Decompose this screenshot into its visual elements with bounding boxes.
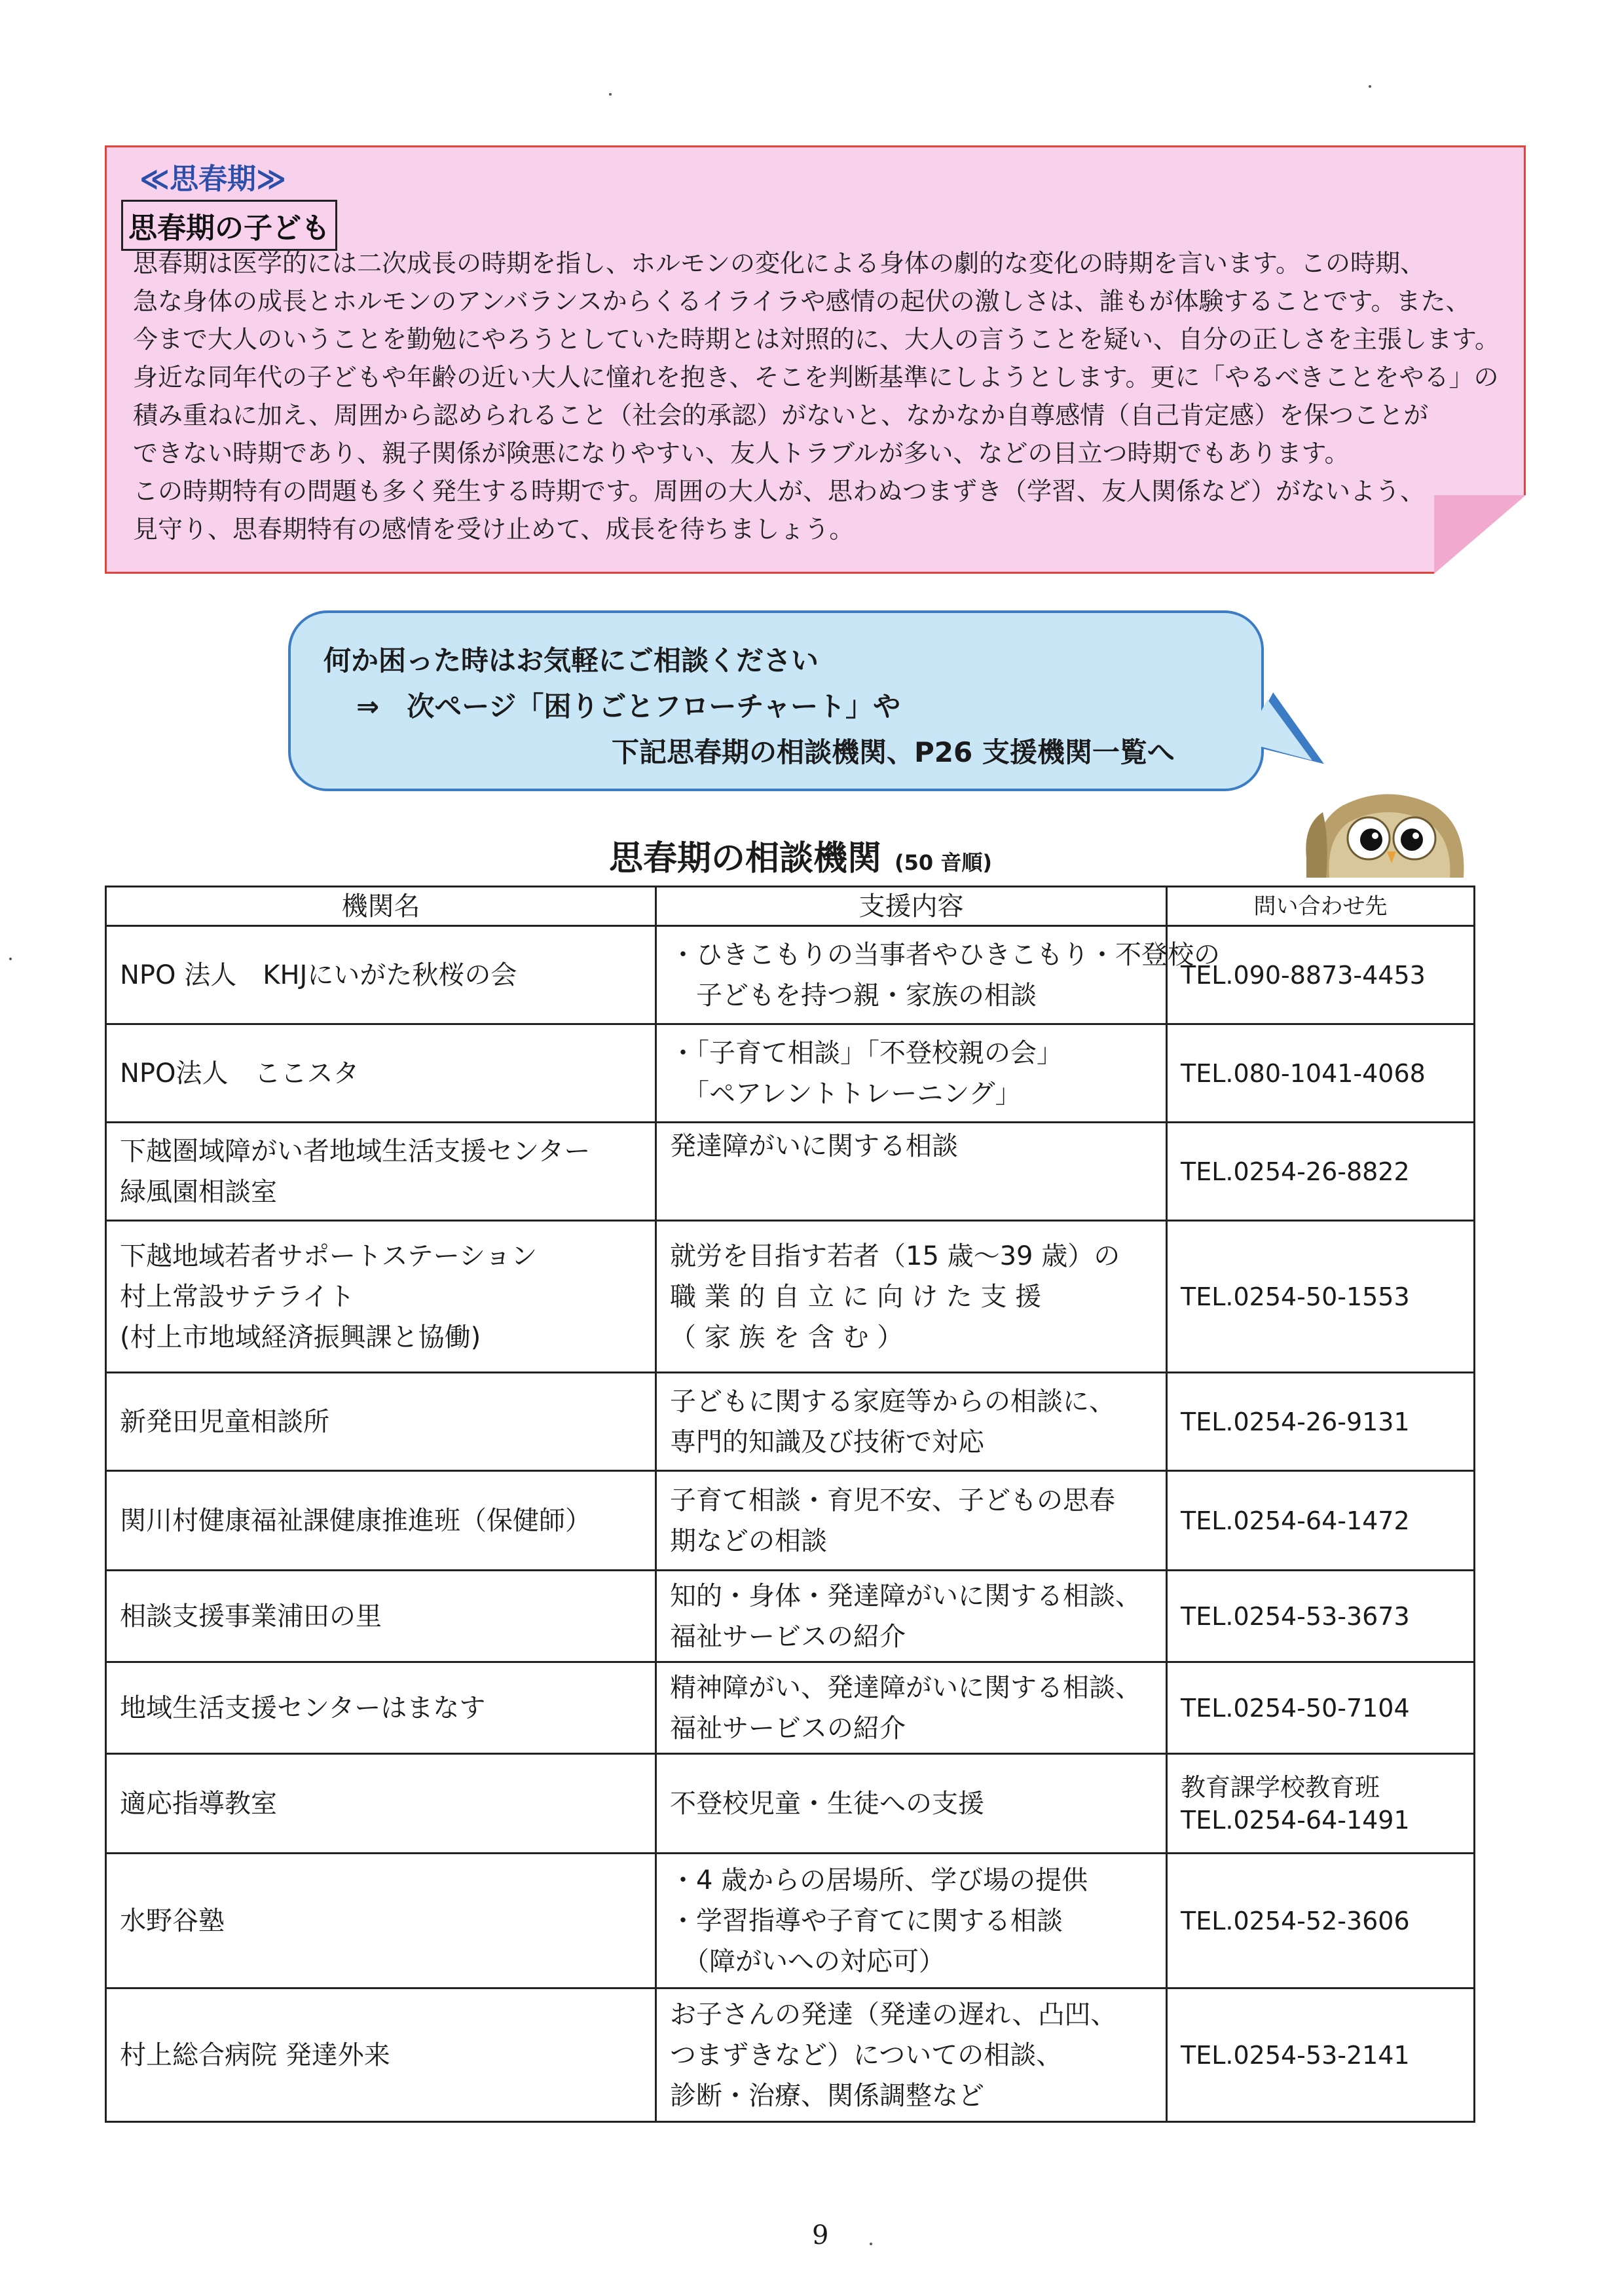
table-title-text: 思春期の相談機関 (609, 839, 882, 878)
agency-support (656, 1373, 1167, 1471)
support-line: つまずきなど）についての相談、 (670, 2040, 1063, 2070)
support-line: ・「子育て相談」「不登校親の会」 (670, 1037, 1063, 1068)
support-line: （障がいへの対応可） (670, 1946, 945, 1977)
agency-support (656, 926, 1220, 1024)
section-subheading: 思春期の子ども (121, 200, 337, 251)
support-line: 子どもに関する家庭等からの相談に、 (670, 1386, 1115, 1417)
table-row (106, 1024, 1475, 1123)
agency-table (105, 886, 1475, 2123)
agency-name-line: 緑風園相談室 (120, 1176, 277, 1207)
agency-contact (1167, 1123, 1475, 1221)
bubble-line-2: ⇒ 次ページ「困りごとフローチャート」や (356, 690, 901, 722)
contact-line: TEL.0254-64-1472 (1181, 1506, 1410, 1535)
agency-contact (1167, 1988, 1475, 2122)
scan-speck (9, 958, 12, 960)
agency-support (656, 1988, 1167, 2122)
agency-name (106, 1754, 656, 1854)
agency-name-line: 新発田児童相談所 (120, 1406, 329, 1437)
bubble-line-1: 何か困った時はお気軽にご相談ください (323, 644, 819, 677)
support-line: 福祉サービスの紹介 (670, 1621, 906, 1652)
contact-line: TEL.0254-50-7104 (1181, 1693, 1410, 1723)
paragraph-line: 見守り、思春期特有の感情を受け止めて、成長を待ちましょう。 (133, 515, 855, 544)
table-row (106, 1754, 1475, 1854)
agency-name (106, 1024, 656, 1123)
agency-name (106, 1471, 656, 1571)
agency-contact (1167, 1571, 1475, 1662)
paragraph-line: この時期特有の問題も多く発生する時期です。周囲の大人が、思わぬつまずき（学習、友人関係など）がないよう、 (133, 477, 1425, 506)
paragraph-line: 急な身体の成長とホルモンのアンバランスからくるイライラや感情の起伏の激しさは、誰もが体験することです。また、 (133, 287, 1471, 316)
agency-name-line: NPO法人 ここスタ (120, 1058, 360, 1089)
adolescence-section (105, 145, 1526, 574)
support-line: 職 業 的 自 立 に 向 け た 支 援 (670, 1281, 1042, 1312)
contact-line: TEL.0254-26-9131 (1181, 1407, 1410, 1436)
contact-line: TEL.0254-53-2141 (1181, 2040, 1410, 2070)
agency-contact (1167, 1754, 1475, 1854)
agency-support (656, 1854, 1167, 1988)
table-row (106, 1854, 1475, 1988)
support-line: 診断・治療、関係調整など (670, 2080, 984, 2111)
table-row (106, 1373, 1475, 1471)
agency-name (106, 926, 656, 1024)
header-support: 支援内容 (656, 887, 1167, 926)
agency-support (656, 1024, 1167, 1123)
support-line: 福祉サービスの紹介 (670, 1713, 906, 1744)
agency-name (106, 1571, 656, 1662)
scan-speck (1369, 85, 1371, 88)
contact-line: TEL.0254-50-1553 (1181, 1282, 1410, 1311)
paragraph-line: できない時期であり、親子関係が険悪になりやすい、友人トラブルが多い、などの目立つ時期でもあります。 (133, 439, 1350, 468)
table-header-row (106, 887, 1475, 926)
contact-line: TEL.0254-53-3673 (1181, 1601, 1410, 1631)
consult-bubble (288, 610, 1264, 791)
support-line: 「ペアレントトレーニング」 (670, 1078, 1022, 1109)
header-contact: 問い合わせ先 (1167, 887, 1475, 926)
agency-support (656, 1571, 1167, 1662)
support-line: 精神障がい、発達障がいに関する相談、 (670, 1672, 1141, 1703)
agency-contact (1167, 1221, 1475, 1373)
agency-support (656, 1123, 1167, 1221)
table-row (106, 1571, 1475, 1662)
table-row (106, 1123, 1475, 1221)
owl-icon (1303, 786, 1473, 878)
table-row (106, 926, 1475, 1024)
agency-name-line: 村上総合病院 発達外来 (120, 2040, 390, 2070)
contact-line: 教育課学校教育班 (1181, 1772, 1380, 1802)
scan-speck (609, 93, 612, 96)
table-title (609, 830, 992, 880)
scan-speck (870, 2243, 872, 2245)
support-line: 不登校児童・生徒への支援 (670, 1788, 984, 1819)
contact-line: TEL.0254-64-1491 (1181, 1805, 1410, 1835)
page-fold-corner (1434, 495, 1526, 574)
agency-name (106, 1373, 656, 1471)
support-line: 就労を目指す若者（15 歳～39 歳）の (670, 1241, 1120, 1271)
agency-contact (1167, 1662, 1475, 1754)
contact-line: TEL.090-8873-4453 (1181, 960, 1426, 990)
support-line: （ 家 族 を 含 む ） (670, 1322, 904, 1353)
agency-name-line: 水野谷塾 (120, 1905, 225, 1936)
agency-name (106, 1988, 656, 2122)
support-line: 発達障がいに関する相談 (670, 1131, 958, 1161)
paragraph-line: 思春期は医学的には二次成長の時期を指し、ホルモンの変化による身体の劇的な変化の時期を言います。この時期、 (133, 249, 1425, 278)
agency-name-line: 適応指導教室 (120, 1788, 277, 1819)
agency-name-line: 相談支援事業浦田の里 (120, 1601, 382, 1632)
support-line: 知的・身体・発達障がいに関する相談、 (670, 1580, 1141, 1611)
agency-contact (1167, 1024, 1475, 1123)
support-line: ・4 歳からの居場所、学び場の提供 (670, 1865, 1088, 1895)
support-line: ・ひきこもりの当事者やひきこもり・不登校の (670, 939, 1220, 970)
agency-support (656, 1221, 1167, 1373)
section-heading: ≪思春期≫ (139, 162, 287, 196)
agency-support (656, 1754, 1167, 1854)
table-row (106, 1988, 1475, 2122)
bubble-line-3: 下記思春期の相談機関、P26 支援機関一覧へ (612, 736, 1175, 768)
paragraph-line: 積み重ねに加え、周囲から認められること（社会的承認）がないと、なかなか自尊感情（自己肯定感）を保つことが (133, 401, 1429, 430)
support-line: 子どもを持つ親・家族の相談 (670, 980, 1037, 1011)
agency-name-line: 下越圏域障がい者地域生活支援センター (120, 1136, 591, 1166)
agency-contact (1167, 1471, 1475, 1571)
agency-name-line: 村上常設サテライト (120, 1281, 355, 1312)
paragraph-line: 今まで大人のいうことを勤勉にやろうとしていた時期とは対照的に、大人の言うことを疑い、自分の正しさを主張します。 (133, 325, 1500, 354)
agency-name-line: 下越地域若者サポートステーション (120, 1241, 538, 1271)
agency-contact (1167, 1854, 1475, 1988)
contact-line: TEL.0254-52-3606 (1181, 1906, 1410, 1935)
agency-name-line: NPO 法人 KHJにいがた秋桜の会 (120, 960, 517, 990)
contact-line: TEL.080-1041-4068 (1181, 1058, 1426, 1088)
page-number: 9 (812, 2220, 829, 2250)
table-row (106, 1471, 1475, 1571)
agency-name-line: (村上市地域経済振興課と協働) (120, 1322, 481, 1353)
agency-name-line: 地域生活支援センターはまなす (120, 1692, 486, 1723)
agency-name (106, 1854, 656, 1988)
agency-support (656, 1662, 1167, 1754)
support-line: 専門的知識及び技術で対応 (670, 1427, 984, 1457)
support-line: 子育て相談・育児不安、子どもの思春 (670, 1485, 1115, 1516)
support-line: 期などの相談 (670, 1525, 827, 1556)
agency-contact (1167, 1373, 1475, 1471)
paragraph-line: 身近な同年代の子どもや年齢の近い大人に憧れを抱き、そこを判断基準にしようとします。更に「やるべきことをやる」の (133, 363, 1499, 392)
agency-name (106, 1123, 656, 1221)
table-row (106, 1662, 1475, 1754)
contact-line: TEL.0254-26-8822 (1181, 1157, 1410, 1186)
agency-name-line: 関川村健康福祉課健康推進班（保健師） (120, 1505, 591, 1536)
table-row (106, 1221, 1475, 1373)
support-line: ・学習指導や子育てに関する相談 (670, 1905, 1063, 1936)
header-name: 機関名 (106, 887, 656, 926)
support-line: お子さんの発達（発達の遅れ、凸凹、 (670, 1999, 1117, 2030)
agency-name (106, 1662, 656, 1754)
agency-support (656, 1471, 1167, 1571)
table-title-note: (50 音順) (895, 850, 992, 875)
agency-name (106, 1221, 656, 1373)
section-paragraph (133, 244, 1515, 548)
